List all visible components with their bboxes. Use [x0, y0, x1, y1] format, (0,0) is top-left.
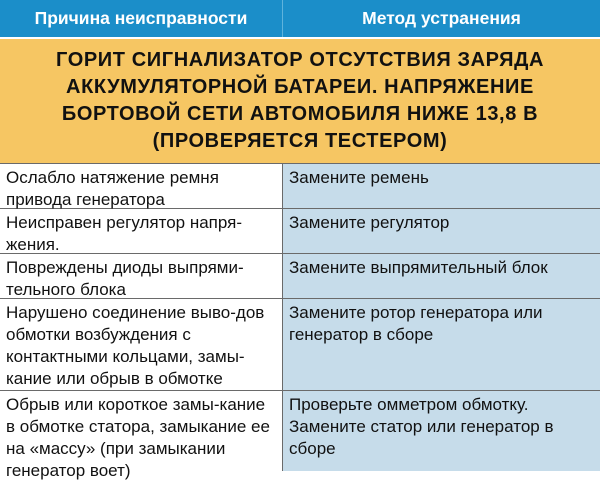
header-cause: Причина неисправности — [0, 0, 283, 37]
table-row — [0, 391, 600, 480]
cause-cell: Ослабло натяжение ремня привода генератора — [0, 164, 283, 208]
header-method: Метод устранения — [362, 8, 521, 28]
table-row — [0, 164, 600, 209]
fix-cell: Замените выпрямительный блок — [283, 254, 600, 298]
cause-cell: Повреждены диоды выпрями-тельного блока — [0, 254, 283, 298]
cause-cell: Обрыв или короткое замы-кание в обмотке статора, замыкание ее на «массу» (при замыкании генератор воет) — [0, 391, 283, 471]
fix-cell: Замените регулятор — [283, 209, 600, 253]
table-row — [0, 209, 600, 254]
table-row — [0, 254, 600, 299]
section-banner — [0, 37, 600, 164]
table-header — [0, 0, 600, 37]
table-row — [0, 299, 600, 391]
cause-cell: Нарушено соединение выво-дов обмотки возбуждения с контактными кольцами, замы-кание или обрыв в обмотке — [0, 299, 283, 390]
fix-cell: Замените ротор генератора или генератор в сборе — [283, 299, 600, 390]
cause-cell: Неисправен регулятор напря-жения. — [0, 209, 283, 253]
fix-cell: Замените ремень — [283, 164, 600, 208]
fix-cell: Проверьте омметром обмотку. Замените статор или генератор в сборе — [283, 391, 600, 471]
banner-text: ГОРИТ СИГНАЛИЗАТОР ОТСУТСТВИЯ ЗАРЯДА АККУМУЛЯТОРНОЙ БАТАРЕИ. НАПРЯЖЕНИЕ БОРТОВОЙ СЕТИ АВТОМОБИЛЯ НИЖЕ 13,8 В (ПРОВЕРЯЕТСЯ ТЕСТЕРОМ) — [56, 49, 544, 152]
